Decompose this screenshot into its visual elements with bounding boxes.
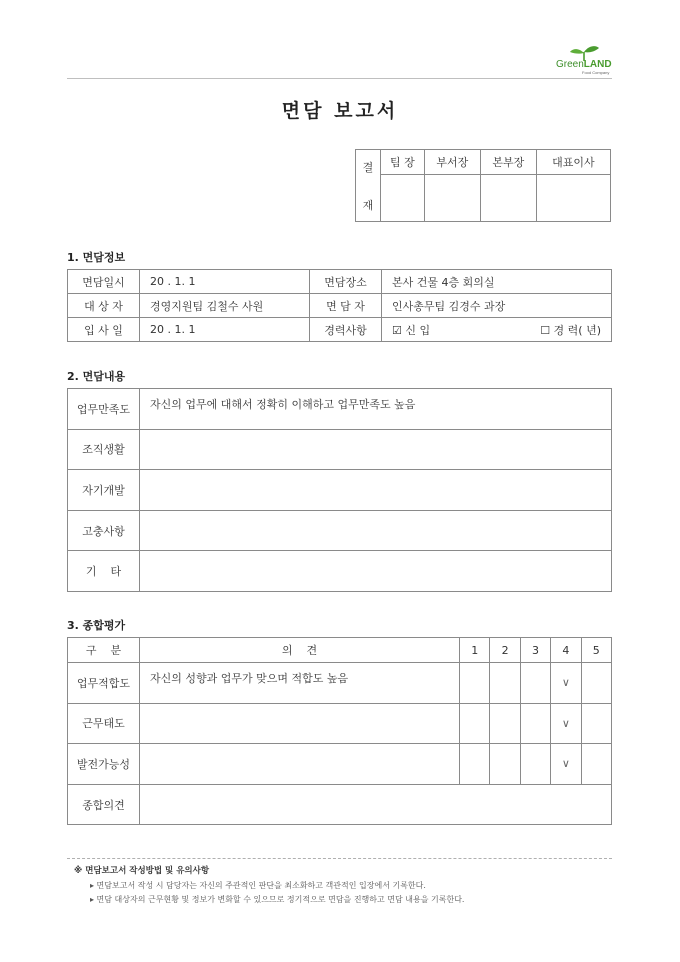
eval-score-cell[interactable] [460, 703, 490, 744]
signature-box-team-lead[interactable] [381, 175, 425, 222]
signature-box-dept-head[interactable] [424, 175, 480, 222]
field-label-date: 면담일시 [68, 270, 140, 294]
eval-label-potential: 발전가능성 [68, 744, 140, 785]
interview-content-table [67, 388, 612, 592]
section-heading-interview-info: 1. 면담정보 [67, 251, 126, 264]
overall-evaluation-table [67, 637, 612, 825]
section-heading-overall-evaluation: 3. 종합평가 [67, 619, 126, 632]
logo-wordmark [556, 59, 612, 70]
notes-divider [67, 858, 612, 859]
approval-table [355, 149, 611, 222]
eval-header-score-4: 4 [551, 638, 581, 663]
approval-label-top: 결 [362, 160, 374, 174]
approval-role-team-lead: 팀 장 [381, 150, 425, 175]
content-value-self-development[interactable] [140, 470, 612, 511]
eval-score-cell[interactable] [520, 744, 550, 785]
eval-score-cell[interactable] [581, 744, 611, 785]
content-value-grievances[interactable] [140, 510, 612, 551]
field-label-hire-date: 입 사 일 [68, 318, 140, 342]
approval-role-division-head: 본부장 [480, 150, 536, 175]
approval-label [356, 150, 381, 222]
logo-tagline: Food Company [582, 70, 610, 75]
eval-score-cell[interactable] [460, 744, 490, 785]
approval-label-bottom: 재 [362, 198, 374, 212]
field-value-location[interactable]: 본사 건물 4층 회의실 [382, 270, 612, 294]
eval-score-cell[interactable] [520, 663, 550, 704]
eval-header-score-5: 5 [581, 638, 611, 663]
field-label-career: 경력사항 [310, 318, 382, 342]
eval-header-score-2: 2 [490, 638, 520, 663]
eval-score-cell[interactable] [581, 703, 611, 744]
interview-info-table [67, 269, 612, 342]
checkbox-new-hire[interactable]: ☑ 신 입 [392, 323, 431, 337]
eval-label-attitude: 근무태도 [68, 703, 140, 744]
content-value-other[interactable] [140, 551, 612, 592]
field-label-interviewer: 면 담 자 [310, 294, 382, 318]
eval-header-opinion: 의 견 [140, 638, 460, 663]
eval-score-mark[interactable]: ∨ [551, 744, 581, 785]
eval-header-score-1: 1 [460, 638, 490, 663]
eval-score-cell[interactable] [520, 703, 550, 744]
signature-box-ceo[interactable] [536, 175, 610, 222]
field-value-career [382, 318, 612, 342]
content-label-job-satisfaction: 업무만족도 [68, 389, 140, 430]
eval-summary-value[interactable] [140, 784, 612, 825]
content-value-org-life[interactable] [140, 429, 612, 470]
eval-label-job-fit: 업무적합도 [68, 663, 140, 704]
field-value-interviewer[interactable]: 인사총무팀 김경수 과장 [382, 294, 612, 318]
header-divider [67, 78, 612, 79]
eval-score-cell[interactable] [581, 663, 611, 704]
content-label-other: 기 타 [68, 551, 140, 592]
content-value-job-satisfaction[interactable]: 자신의 업무에 대해서 정확히 이해하고 업무만족도 높음 [140, 389, 612, 430]
eval-score-cell[interactable] [490, 663, 520, 704]
eval-label-summary: 종합의견 [68, 784, 140, 825]
eval-score-cell[interactable] [490, 703, 520, 744]
field-label-subject: 대 상 자 [68, 294, 140, 318]
logo-name-bold: LAND [583, 59, 612, 70]
notes-item: ▸ 면담 대상자의 근무현황 및 정보가 변화할 수 있으므로 정기적으로 면담을 진행하고 면담 내용을 기록한다. [90, 895, 465, 904]
field-value-date[interactable]: 20 . 1. 1 [140, 270, 310, 294]
logo-name-plain: Green [556, 59, 584, 70]
company-logo [548, 44, 618, 78]
field-value-subject[interactable]: 경영지원팀 김철수 사원 [140, 294, 310, 318]
eval-score-mark[interactable]: ∨ [551, 663, 581, 704]
field-value-hire-date[interactable]: 20 . 1. 1 [140, 318, 310, 342]
approval-role-ceo: 대표이사 [536, 150, 610, 175]
content-label-org-life: 조직생활 [68, 429, 140, 470]
section-heading-interview-content: 2. 면담내용 [67, 370, 126, 383]
content-label-grievances: 고충사항 [68, 510, 140, 551]
eval-opinion-job-fit[interactable]: 자신의 성향과 업무가 맞으며 적합도 높음 [140, 663, 460, 704]
eval-opinion-attitude[interactable] [140, 703, 460, 744]
signature-box-division-head[interactable] [480, 175, 536, 222]
field-label-location: 면담장소 [310, 270, 382, 294]
eval-score-mark[interactable]: ∨ [551, 703, 581, 744]
notes-item: ▸ 면담보고서 작성 시 담당자는 자신의 주관적인 판단을 최소화하고 객관적인 입장에서 기록한다. [90, 881, 426, 890]
eval-score-cell[interactable] [460, 663, 490, 704]
content-label-self-development: 자기개발 [68, 470, 140, 511]
eval-score-cell[interactable] [490, 744, 520, 785]
checkbox-experienced[interactable]: ☐ 경 력( 년) [540, 323, 601, 337]
eval-header-category: 구 분 [68, 638, 140, 663]
notes-block [74, 864, 464, 908]
approval-role-dept-head: 부서장 [424, 150, 480, 175]
notes-title: ※ 면담보고서 작성방법 및 유의사항 [74, 866, 210, 876]
eval-opinion-potential[interactable] [140, 744, 460, 785]
eval-header-score-3: 3 [520, 638, 550, 663]
page-title: 면담 보고서 [281, 100, 399, 122]
